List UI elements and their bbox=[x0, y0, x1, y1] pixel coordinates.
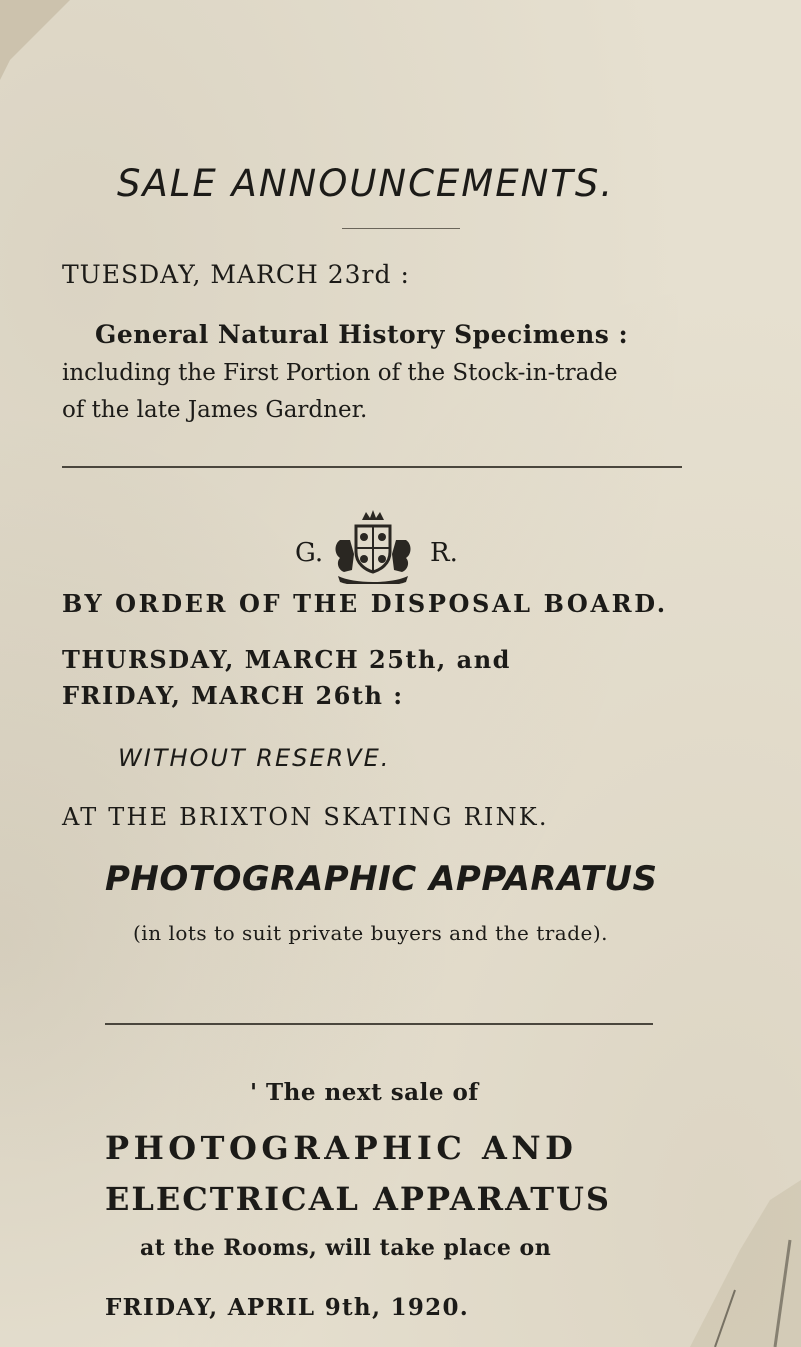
crest-right-letter: R. bbox=[430, 538, 458, 568]
sale-1-detail-line-1: including the First Portion of the Stock-in-trade bbox=[62, 360, 618, 386]
title-underline bbox=[342, 228, 460, 229]
next-sale-subject-line-1: PHOTOGRAPHIC AND bbox=[105, 1129, 578, 1167]
sale-2-date-line-1: THURSDAY, MARCH 25th, and bbox=[62, 645, 511, 674]
sale-1-date: TUESDAY, MARCH 23rd : bbox=[62, 260, 410, 289]
next-sale-subject-line-2: ELECTRICAL APPARATUS bbox=[105, 1180, 612, 1218]
sale-2-location: AT THE BRIXTON SKATING RINK. bbox=[62, 803, 549, 831]
next-sale-intro: ' The next sale of bbox=[250, 1079, 479, 1106]
page-title: SALE ANNOUNCEMENTS. bbox=[117, 162, 615, 205]
section-divider-2 bbox=[105, 1023, 653, 1025]
royal-coat-of-arms-emblem bbox=[330, 510, 416, 584]
crest-left-letter: G. bbox=[295, 538, 324, 568]
sale-2-date-line-2: FRIDAY, MARCH 26th : bbox=[62, 681, 404, 710]
sale-2-subject: PHOTOGRAPHIC APPARATUS bbox=[105, 859, 658, 899]
sale-1-heading: General Natural History Specimens : bbox=[95, 320, 629, 349]
next-sale-venue: at the Rooms, will take place on bbox=[140, 1235, 552, 1261]
section-divider-1 bbox=[62, 466, 682, 468]
disposal-board-order: BY ORDER OF THE DISPOSAL BOARD. bbox=[62, 589, 668, 618]
sale-2-note: (in lots to suit private buyers and the trade). bbox=[133, 921, 609, 945]
sale-1-detail-line-2: of the late James Gardner. bbox=[62, 397, 368, 423]
without-reserve: WITHOUT RESERVE. bbox=[118, 744, 391, 772]
next-sale-date: FRIDAY, APRIL 9th, 1920. bbox=[105, 1294, 470, 1321]
